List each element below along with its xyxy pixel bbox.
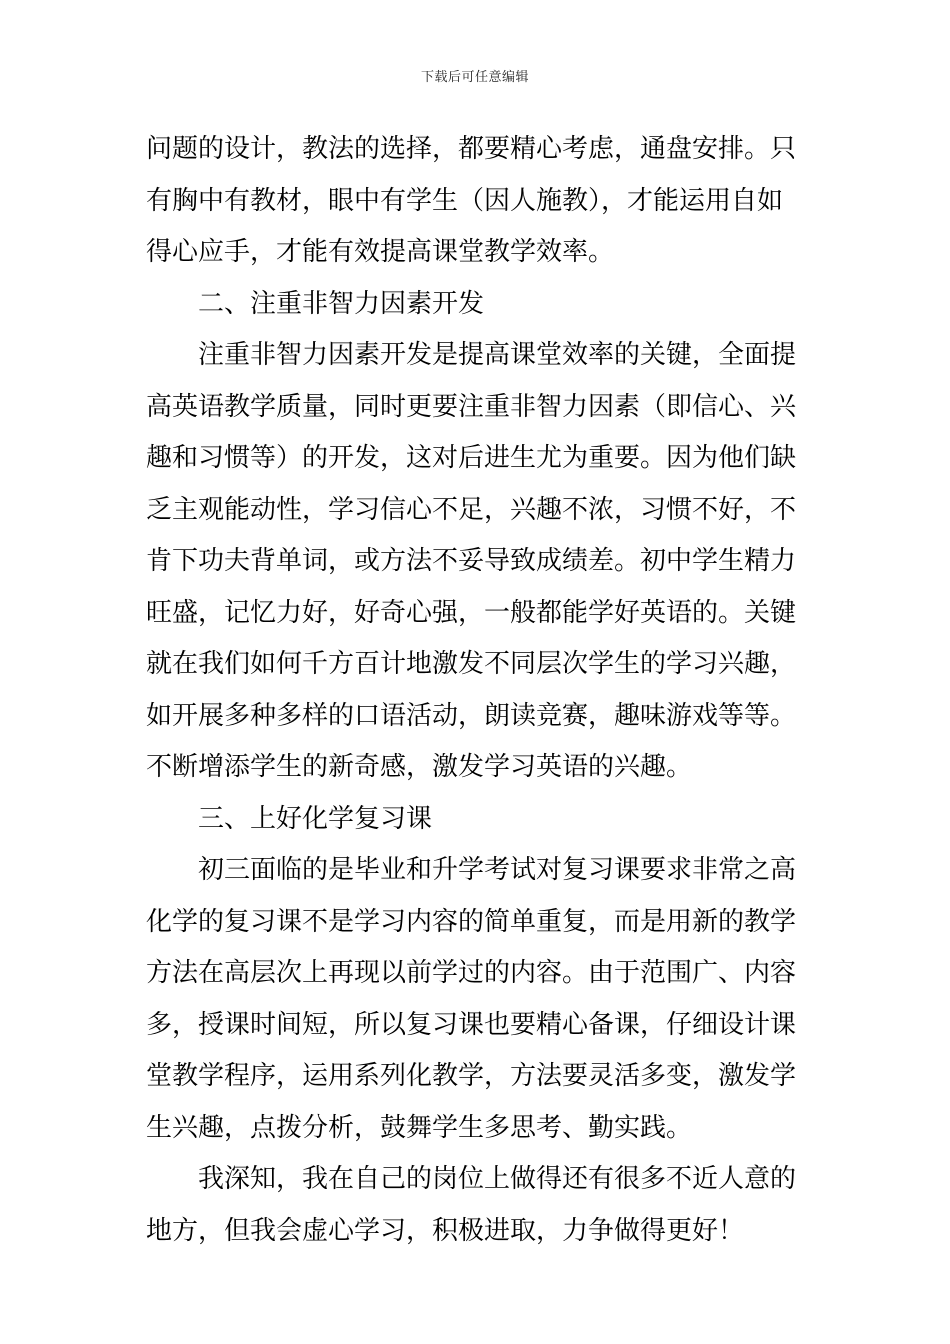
text-line: 乏主观能动性，学习信心不足，兴趣不浓，习惯不好，不 (146, 494, 797, 525)
text-line: 问题的设计，教法的选择，都要精心考虑，通盘安排。只 (146, 134, 797, 164)
text-line: 地方，但我会虚心学习，积极进取，力争做得更好！ (146, 1215, 745, 1246)
text-line: 肯下功夫背单词，或方法不妥导致成绩差。初中学生精力 (146, 546, 797, 576)
text-line: 堂教学程序，运用系列化教学，方法要灵活多变，激发学 (146, 1061, 797, 1091)
text-line: 初三面临的是毕业和升学考试对复习课要求非常之高 (198, 855, 797, 885)
text-line: 我深知，我在自己的岗位上做得还有很多不近人意的 (198, 1164, 797, 1194)
text-line: 注重非智力因素开发是提高课堂效率的关键，全面提 (198, 340, 797, 370)
text-line: 就在我们如何千方百计地激发不同层次学生的学习兴趣， (146, 649, 797, 679)
text-line: 旺盛，记忆力好，好奇心强，一般都能学好英语的。关键 (146, 597, 797, 628)
text-line: 三、上好化学复习课 (198, 803, 433, 834)
text-line: 有胸中有教材，眼中有学生（因人施教），才能运用自如 (146, 185, 784, 216)
text-line: 方法在高层次上再现以前学过的内容。由于范围广、内容 (146, 958, 797, 988)
text-line: 化学的复习课不是学习内容的简单重复，而是用新的教学 (146, 906, 797, 937)
text-line: 趣和习惯等）的开发，这对后进生尤为重要。因为他们缺 (146, 443, 797, 473)
text-line: 高英语教学质量，同时更要注重非智力因素（即信心、兴 (146, 391, 797, 422)
document-body (146, 124, 810, 1257)
text-line: 得心应手，才能有效提高课堂教学效率。 (146, 237, 615, 267)
text-line: 如开展多种多样的口语活动，朗读竞赛，趣味游戏等等。 (146, 700, 797, 731)
text-line: 生兴趣，点拨分析，鼓舞学生多思考、勤实践。 (146, 1112, 693, 1143)
text-line: 不断增添学生的新奇感，激发学习英语的兴趣。 (146, 752, 693, 782)
text-line: 多，授课时间短，所以复习课也要精心备课，仔细设计课 (146, 1009, 797, 1040)
text-line: 二、注重非智力因素开发 (198, 288, 485, 319)
page-header: 下载后可任意编辑 (420, 70, 529, 85)
